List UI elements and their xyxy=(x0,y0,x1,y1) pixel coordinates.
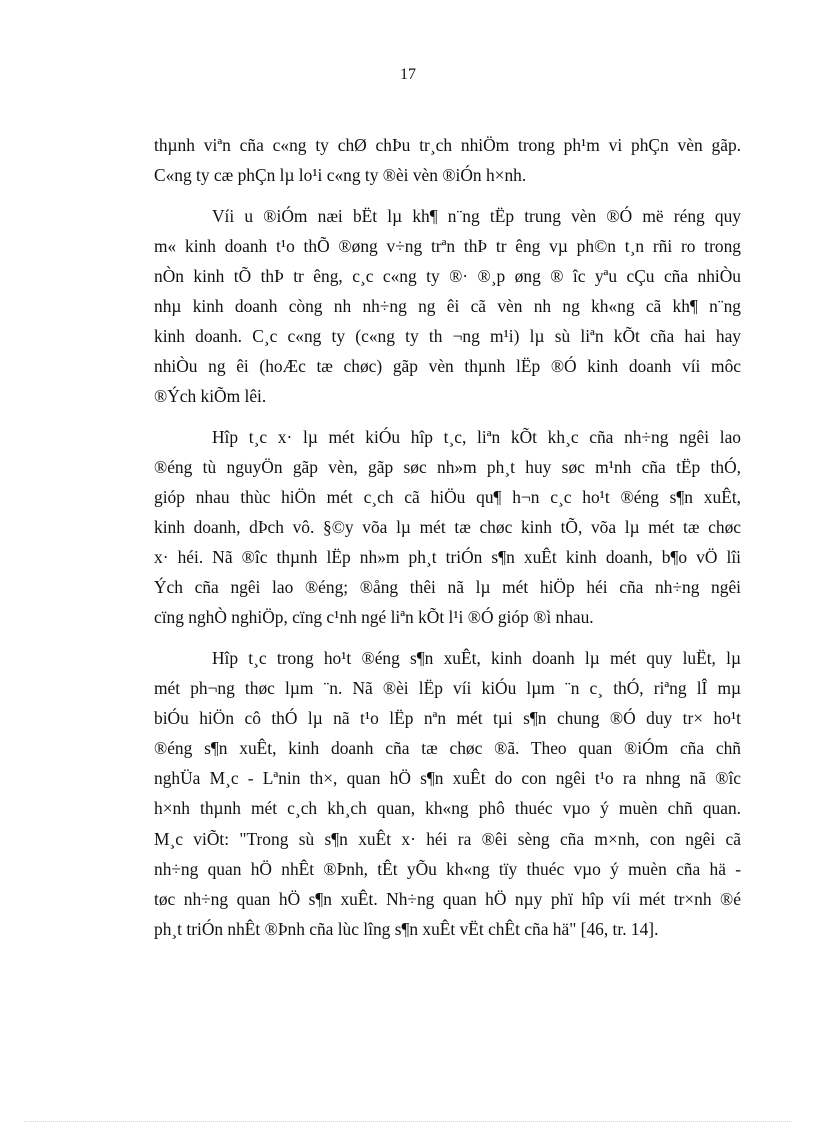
text-line: ®Ých kiÕm lêi. xyxy=(154,386,267,407)
body-text xyxy=(154,130,741,954)
text-line: thµnh viªn cña c«ng ty chØ chÞu tr¸ch nhiÖm trong ph¹m vi phÇn vèn gãp. xyxy=(154,135,741,155)
paragraph-cooperative xyxy=(154,422,741,633)
text-line: nh÷ng quan hÖ nhÊt ®Þnh, tÊt yÕu kh«ng tïy thuéc vµo ý muèn cña hä - xyxy=(154,858,741,879)
text-line: Víi u ®iÓm næi bËt lµ kh¶ n¨ng tËp trung vèn ®Ó më réng quy xyxy=(212,205,741,226)
paragraph-company-advantages xyxy=(154,201,741,412)
text-line: ph¸t triÓn nhÊt ®Þnh cña lùc lîng s¶n xuÊt vËt chÊt cña hä" [46, tr. 14]. xyxy=(154,918,659,939)
text-line: Hîp t¸c trong ho¹t ®éng s¶n xuÊt, kinh doanh lµ mét quy luËt, lµ xyxy=(212,648,741,668)
text-line: M¸c viÕt: "Trong sù s¶n xuÊt x· héi ra ®êi sèng cña m×nh, con ngêi cã xyxy=(154,828,741,849)
page-bottom-divider xyxy=(24,1121,792,1122)
text-line: nÒn kinh tÕ thÞ tr êng, c¸c c«ng ty ®· ®¸p øng ® îc yªu cÇu cña nhiÒu xyxy=(154,265,741,286)
text-line: biÓu hiÖn cô thÓ lµ nã t¹o lËp nªn mét tµi s¶n chung ®Ó duy tr× ho¹t xyxy=(154,708,741,729)
paragraph-cooperation-law xyxy=(154,643,741,944)
text-line: gióp nhau thùc hiÖn mét c¸ch cã hiÖu qu¶ h¬n c¸c ho¹t ®éng s¶n xuÊt, xyxy=(154,487,741,508)
text-line: C«ng ty cæ phÇn lµ lo¹i c«ng ty ®èi vèn ®iÓn h×nh. xyxy=(154,165,527,186)
text-line: m« kinh doanh t¹o thÕ ®øng v÷ng trªn thÞ tr êng vµ ph©n t¸n rñi ro trong xyxy=(154,235,741,256)
text-line: tøc nh÷ng quan hÖ s¶n xuÊt. Nh÷ng quan hÖ nµy phï hîp víi mét tr×nh ®é xyxy=(154,888,741,909)
paragraph-company-members xyxy=(154,130,741,190)
text-line: ®éng s¶n xuÊt, kinh doanh cña tæ chøc ®ã. Theo quan ®iÓm cña chñ xyxy=(154,738,741,759)
text-line: x· héi. Nã ®îc thµnh lËp nh»m ph¸t triÓn s¶n xuÊt kinh doanh, b¶o vÖ lîi xyxy=(154,547,741,568)
text-line: Ých cña ngêi lao ®éng; ®ång thêi nã lµ mét hiÖp héi cña nh÷ng ngêi xyxy=(154,577,741,598)
text-line: Hîp t¸c x· lµ mét kiÓu hîp t¸c, liªn kÕt kh¸c cña nh÷ng ngêi lao xyxy=(212,426,741,447)
text-line: ®éng tù nguyÖn gãp vèn, gãp søc nh»m ph¸t huy søc m¹nh cña tËp thÓ, xyxy=(154,456,741,477)
page-number: 17 xyxy=(400,66,416,83)
text-line: nghÜa M¸c - Lªnin th×, quan hÖ s¶n xuÊt do con ngêi t¹o ra nhng nã ®îc xyxy=(154,768,741,789)
text-line: kinh doanh, dÞch vô. §©y võa lµ mét tæ chøc kinh tÕ, võa lµ mét tæ chøc xyxy=(154,517,741,538)
text-line: kinh doanh. C¸c c«ng ty (c«ng ty th ¬ng m¹i) lµ sù liªn kÕt cña hai hay xyxy=(154,326,741,347)
text-line: nhµ kinh doanh còng nh nh÷ng ng êi cã vèn nh ng kh«ng cã kh¶ n¨ng xyxy=(154,295,741,316)
text-line: mét ph¬ng thøc lµm ¨n. Nã ®èi lËp víi kiÓu lµm ¨n c¸ thÓ, riªng lÎ mµ xyxy=(154,678,741,699)
text-line: h×nh thµnh mét c¸ch kh¸ch quan, kh«ng phô thuéc vµo ý muèn chñ quan. xyxy=(154,798,741,819)
text-line: nhiÒu ng êi (hoÆc tæ chøc) gãp vèn thµnh lËp ®Ó kinh doanh víi môc xyxy=(154,356,741,377)
text-line: cïng nghÒ nghiÖp, cïng c¹nh ngé liªn kÕt l¹i ®Ó gióp ®ì nhau. xyxy=(154,607,594,628)
